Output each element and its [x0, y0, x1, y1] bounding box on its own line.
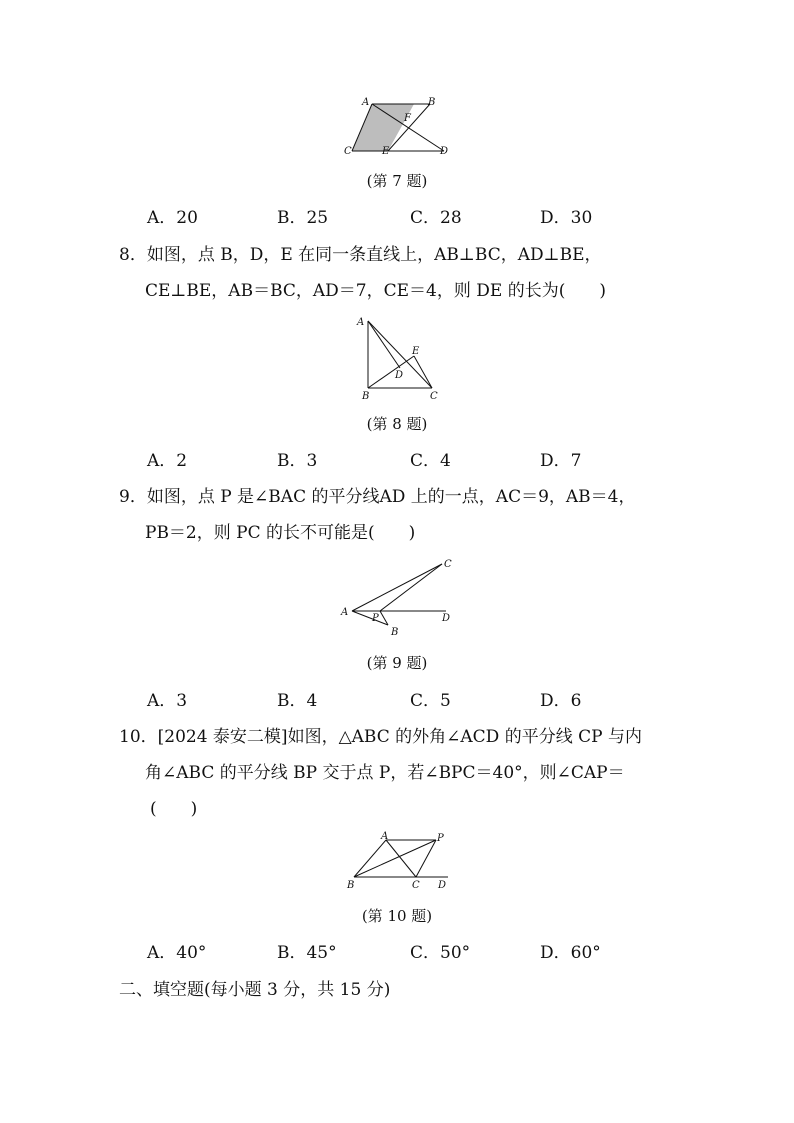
q9-stem-line1: 9．如图，点 P 是∠BAC 的平分线AD 上的一点，AC＝9，AB＝4， — [119, 487, 636, 507]
q7-option-a: A．20 — [147, 208, 198, 228]
q10-label-d: D — [438, 880, 447, 891]
q10-stem-line2: 角∠ABC 的平分线 BP 交于点 P，若∠BPC＝40°，则∠CAP＝ — [145, 763, 625, 783]
q9-stem-line2: PB＝2，则 PC 的长不可能是( ) — [145, 523, 416, 543]
q8-option-d: D．7 — [540, 451, 582, 471]
q9-figure — [336, 556, 460, 640]
q7-option-d: D．30 — [540, 208, 593, 228]
q10-stem-line1: 10．[2024 泰安二模]如图，△ABC 的外角∠ACD 的平分线 CP 与内 — [119, 727, 642, 747]
q8-stem-line1: 8．如图，点 B，D，E 在同一条直线上，AB⊥BC，AD⊥BE， — [119, 245, 602, 265]
q8-stem-line2: CE⊥BE，AB＝BC，AD＝7，CE＝4，则 DE 的长为( ) — [145, 281, 606, 301]
q10-option-a: A．40° — [147, 943, 207, 963]
q8-label-d: D — [395, 370, 404, 381]
q10-stem-line3: ( ) — [150, 799, 198, 819]
q9-label-p: P — [372, 613, 379, 624]
section-2-heading: 二、填空题(每小题 3 分，共 15 分) — [119, 980, 391, 1000]
q7-label-d: D — [440, 146, 449, 157]
q10-label-p: P — [437, 833, 444, 844]
q7-label-e: E — [382, 146, 390, 157]
q8-label-e: E — [412, 346, 420, 357]
q7-label-c: C — [344, 146, 352, 157]
q8-caption: (第 8 题) — [366, 415, 428, 433]
q8-option-b: B．3 — [277, 451, 318, 471]
q10-option-b: B．45° — [277, 943, 337, 963]
q9-label-a: A — [341, 607, 349, 618]
q8-option-a: A．2 — [147, 451, 188, 471]
q7-label-f: F — [404, 113, 411, 124]
q7-option-c: C．28 — [410, 208, 462, 228]
q9-label-b: B — [391, 627, 399, 638]
q8-option-c: C．4 — [410, 451, 451, 471]
q9-option-a: A．3 — [147, 691, 188, 711]
q9-label-c: C — [444, 559, 452, 570]
q8-figure — [350, 313, 445, 403]
q8-label-c: C — [430, 391, 438, 402]
q10-caption: (第 10 题) — [361, 907, 433, 925]
q10-label-b: B — [347, 880, 355, 891]
q7-option-b: B．25 — [277, 208, 329, 228]
q10-label-a: A — [381, 831, 389, 842]
q7-caption: (第 7 题) — [366, 172, 428, 190]
q7-figure — [338, 94, 458, 160]
q10-figure — [340, 828, 456, 892]
q9-caption: (第 9 题) — [366, 654, 428, 672]
q10-label-c: C — [412, 880, 420, 891]
q7-label-a: A — [362, 97, 370, 108]
q9-option-b: B．4 — [277, 691, 318, 711]
q9-label-d: D — [442, 613, 451, 624]
q7-label-b: B — [428, 97, 436, 108]
q10-option-d: D．60° — [540, 943, 601, 963]
q9-option-c: C．5 — [410, 691, 451, 711]
q8-label-a: A — [357, 317, 365, 328]
q9-option-d: D．6 — [540, 691, 582, 711]
q8-label-b: B — [362, 391, 370, 402]
q10-option-c: C．50° — [410, 943, 471, 963]
